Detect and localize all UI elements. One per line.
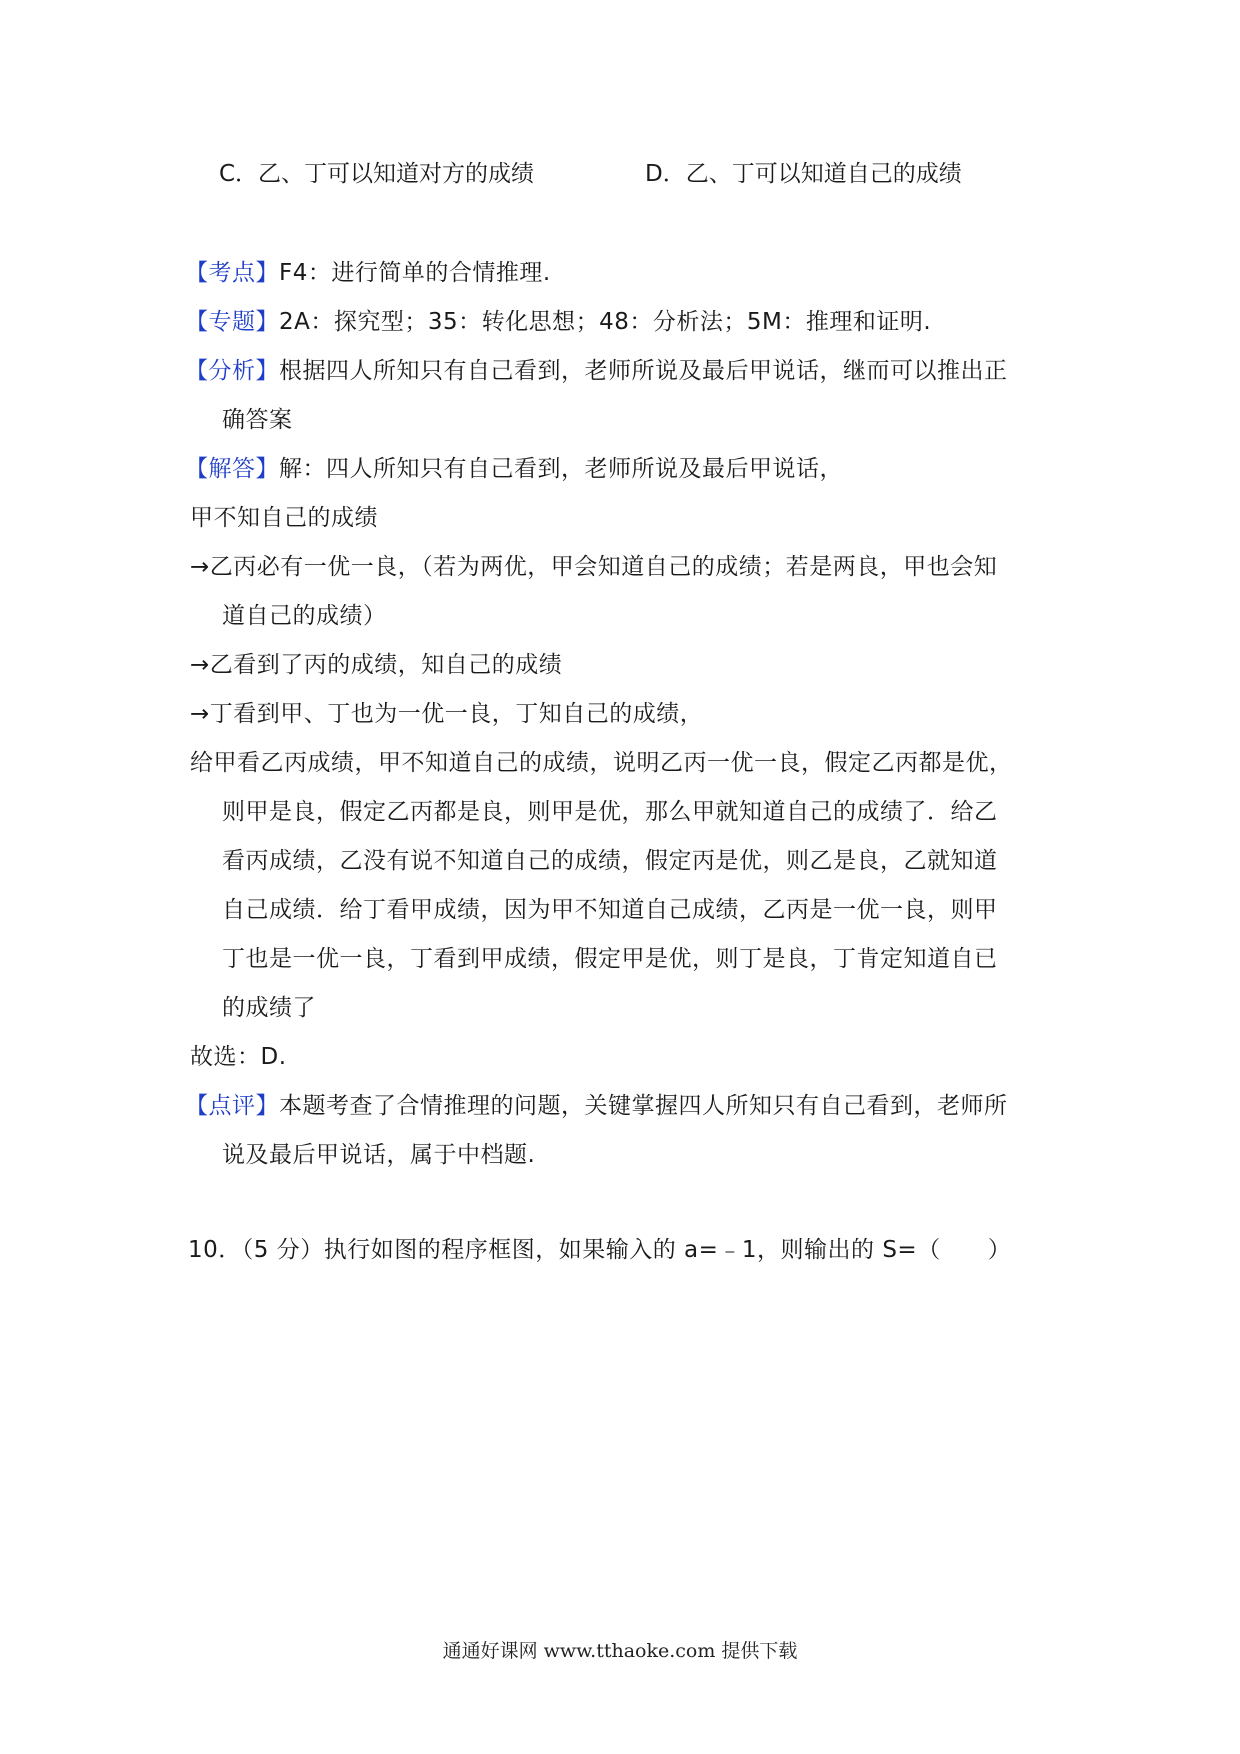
jieda-label: 【解答】 [185,456,279,482]
page-footer: 通通好课网 www.tthaoke.com 提供下载 [442,1640,798,1662]
jieda-line: 解：四人所知只有自己看到，老师所说及最后甲说话， [279,456,843,482]
jieda-line: →丁看到甲、丁也为一优一良，丁知自己的成绩， [190,701,704,727]
fenxi-label: 【分析】 [185,358,279,384]
jieda-line: 道自己的成绩） [222,603,387,629]
kaodian-label: 【考点】 [185,260,279,286]
dianping-label: 【点评】 [185,1093,279,1119]
jieda-line: 的成绩了 [222,995,316,1021]
answer-choice: 故选：D. [190,1044,287,1070]
jieda-line: 自己成绩．给丁看甲成绩，因为甲不知道自己成绩，乙丙是一优一良，则甲 [222,897,998,923]
jieda-row [185,452,843,486]
jieda-line: →乙丙必有一优一良，（若为两优，甲会知道自己的成绩；若是两良，甲也会知 [190,554,998,580]
fenxi-row [185,354,1008,388]
dianping-row [185,1089,1008,1123]
fenxi-text: 根据四人所知只有自己看到，老师所说及最后甲说话，继而可以推出正 [279,358,1008,384]
option-d: D．乙、丁可以知道自己的成绩 [645,161,962,187]
jieda-line: 看丙成绩，乙没有说不知道自己的成绩，假定丙是优，则乙是良，乙就知道 [222,848,998,874]
jieda-line: 丁也是一优一良，丁看到甲成绩，假定甲是优，则丁是良，丁肯定知道自已 [222,946,998,972]
zhuanti-text: 2A：探究型；35：转化思想；48：分析法；5M：推理和证明. [279,309,932,335]
kaodian-text: F4：进行简单的合情推理. [279,260,551,286]
jieda-line: 甲不知自己的成绩 [190,505,378,531]
zhuanti-row [185,305,931,339]
fenxi-line2: 确答案 [222,407,293,433]
jieda-line: 给甲看乙丙成绩，甲不知道自己的成绩，说明乙丙一优一良，假定乙丙都是优， [190,750,1013,776]
option-c: C．乙、丁可以知道对方的成绩 [219,161,535,187]
zhuanti-label: 【专题】 [185,309,279,335]
jieda-line: 则甲是良，假定乙丙都是良，则甲是优，那么甲就知道自己的成绩了．给乙 [222,799,998,825]
dianping-line2: 说及最后甲说话，属于中档题. [222,1142,536,1168]
jieda-line: →乙看到了丙的成绩，知自己的成绩 [190,652,563,678]
dianping-text: 本题考查了合情推理的问题，关键掌握四人所知只有自己看到，老师所 [279,1093,1008,1119]
kaodian-row [185,256,551,290]
question-10: 10．（5 分）执行如图的程序框图，如果输入的 a=﹣1，则输出的 S=（ ） [188,1237,1012,1263]
